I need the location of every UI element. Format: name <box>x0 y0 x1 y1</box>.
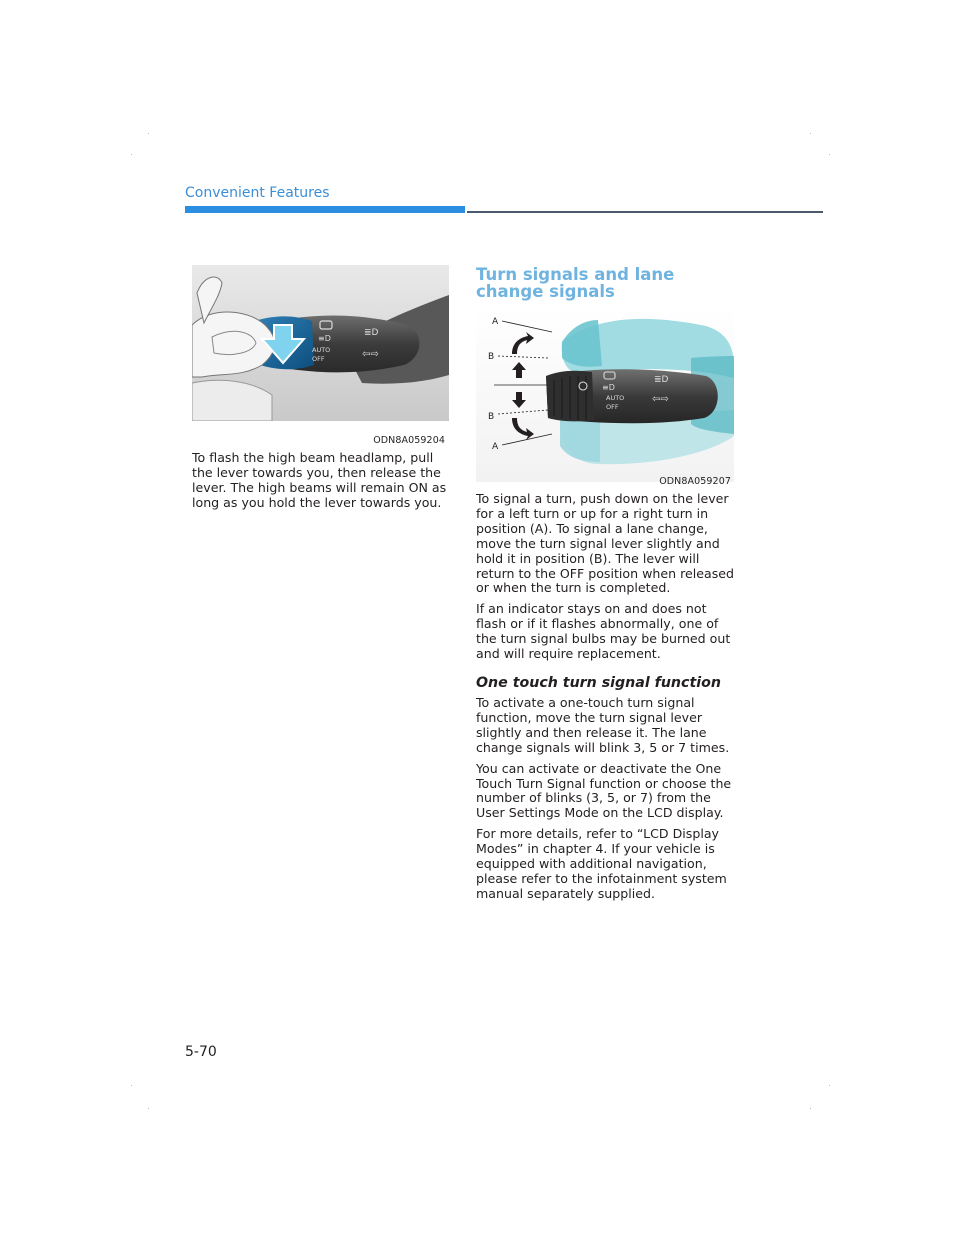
crop-mark <box>148 133 149 134</box>
position-label-a-bottom: A <box>492 442 499 452</box>
turn-signals-heading: Turn signals and lane change signals <box>476 265 675 301</box>
crop-mark <box>810 133 811 134</box>
crop-mark <box>829 1085 830 1086</box>
high-beam-lever-figure <box>192 265 449 421</box>
page-number: 5-70 <box>185 1044 217 1060</box>
paragraph: If an indicator stays on and does not flash or if it flashes abnormally, one of the turn signal bulbs may be burned out and will require replacement. <box>476 601 731 662</box>
section-title: Convenient Features <box>185 185 330 201</box>
crop-mark <box>131 154 132 155</box>
position-label-b-top: B <box>488 352 495 362</box>
crop-mark <box>148 1108 149 1109</box>
svg-text:≡D: ≡D <box>602 383 615 392</box>
lever-illustration <box>192 265 449 421</box>
paragraph: To flash the high beam headlamp, pull the lever towards you, then release the lever. The high beams will remain ON as long as you hold the lever towards you. <box>192 450 447 510</box>
crop-mark <box>810 1108 811 1109</box>
header-rule-accent <box>185 206 465 213</box>
turn-signal-lever-figure <box>476 306 734 482</box>
svg-text:≣D: ≣D <box>364 328 379 338</box>
turn-signal-illustration <box>476 306 734 482</box>
crop-mark <box>131 1085 132 1086</box>
position-label-a-top: A <box>492 317 499 327</box>
paragraph: For more details, refer to “LCD Display Modes” in chapter 4. If your vehicle is equipped with additional navigation, please refer to the infotainment system manual separately supplied. <box>476 826 727 901</box>
svg-text:≡D: ≡D <box>318 334 331 343</box>
svg-text:⇦⇨: ⇦⇨ <box>362 349 379 360</box>
one-touch-instructions <box>476 696 738 908</box>
paragraph: You can activate or deactivate the One Touch Turn Signal function or choose the number of blinks (3, 5, or 7) from the User Settings Mode on the LCD display. <box>476 760 732 821</box>
svg-text:⇦⇨: ⇦⇨ <box>652 394 669 405</box>
svg-text:OFF: OFF <box>606 403 619 411</box>
svg-text:AUTO: AUTO <box>606 394 625 402</box>
high-beam-instructions <box>192 451 447 517</box>
position-label-b-bottom: B <box>488 412 495 422</box>
svg-text:AUTO: AUTO <box>312 346 331 354</box>
crop-mark <box>829 154 830 155</box>
figure-code: ODN8A059204 <box>373 435 445 446</box>
svg-text:≣D: ≣D <box>654 375 669 385</box>
paragraph: To signal a turn, push down on the lever for a left turn or up for a right turn in position (A). To signal a lane change, move the turn signal lever slightly and hold it in position (B). The lever will return to the OFF position when released or when the turn is completed. <box>476 491 735 596</box>
header-rule <box>467 211 823 213</box>
one-touch-heading: One touch turn signal function <box>476 675 721 691</box>
turn-signal-instructions <box>476 492 738 668</box>
figure-code: ODN8A059207 <box>659 476 731 487</box>
paragraph: To activate a one-touch turn signal function, move the turn signal lever slightly and then release it. The lane change signals will blink 3, 5 or 7 times. <box>476 695 730 755</box>
svg-text:OFF: OFF <box>312 355 325 363</box>
